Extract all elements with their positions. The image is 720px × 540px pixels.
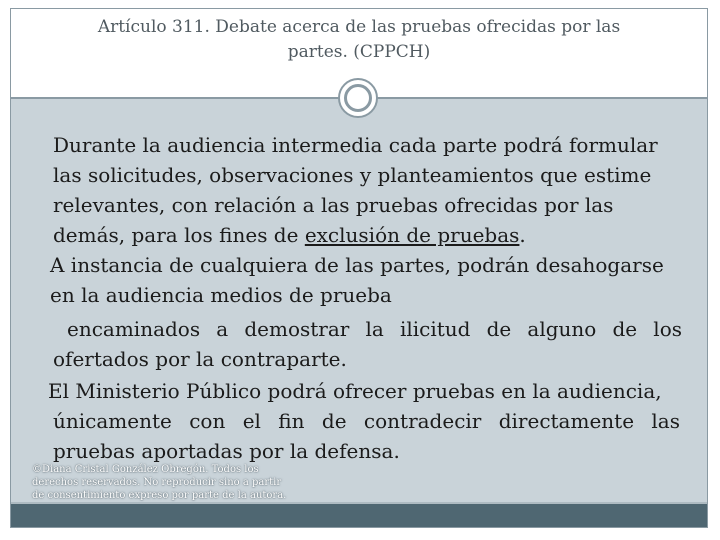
bottom-band-highlight — [11, 502, 707, 504]
paragraph-1-line-4 — [53, 220, 680, 250]
paragraph-4-line-1: El Ministerio Público podrá ofrecer pruebas en la audiencia, — [48, 379, 662, 403]
paragraph-2-line-1: A instancia de cualquiera de las partes, podrán desahogarse — [50, 253, 664, 277]
exclusion-de-pruebas-link[interactable]: exclusión de pruebas — [304, 223, 520, 247]
paragraph-3 — [53, 314, 682, 374]
circle-ornament-inner — [344, 84, 372, 112]
circle-ornament-icon — [338, 78, 378, 118]
copyright-line-1: ©Diana Cristal González Obregón. Todos los — [32, 464, 259, 475]
paragraph-1-line-4-prefix: demás, para los fines de — [53, 223, 305, 247]
paragraph-1 — [53, 130, 680, 250]
paragraph-1-line-1: Durante la audiencia intermedia cada parte podrá formular — [53, 133, 658, 157]
paragraph-4-line-2: únicamente con el fin de contradecir directamente las — [53, 409, 680, 433]
paragraph-2 — [50, 250, 684, 310]
bottom-band — [11, 502, 707, 527]
paragraph-1-line-3: relevantes, con relación a las pruebas ofrecidas por las — [53, 193, 614, 217]
copyright-line-2: derechos reservados. No reproducir sino a partir — [32, 477, 282, 488]
paragraph-3-line-2: ofertados por la contraparte. — [53, 347, 347, 371]
slide-title — [51, 15, 667, 65]
slide-title-line-2: partes. (CPPCH) — [287, 42, 431, 62]
paragraph-2-line-2: en la audiencia medios de prueba — [50, 283, 392, 307]
paragraph-3-line-1: encaminados a demostrar la ilicitud de alguno de los — [67, 317, 682, 341]
slide-title-line-1: Artículo 311. Debate acerca de las pruebas ofrecidas por las — [97, 17, 621, 37]
copyright-notice — [32, 463, 332, 502]
paragraph-4 — [48, 376, 680, 466]
copyright-line-3: de consentimiento expreso por parte de la autora. — [32, 490, 287, 501]
paragraph-1-line-4-suffix: . — [519, 223, 526, 247]
paragraph-1-line-2: las solicitudes, observaciones y planteamientos que estime — [53, 163, 652, 187]
paragraph-4-line-3: pruebas aportadas por la defensa. — [53, 439, 400, 463]
